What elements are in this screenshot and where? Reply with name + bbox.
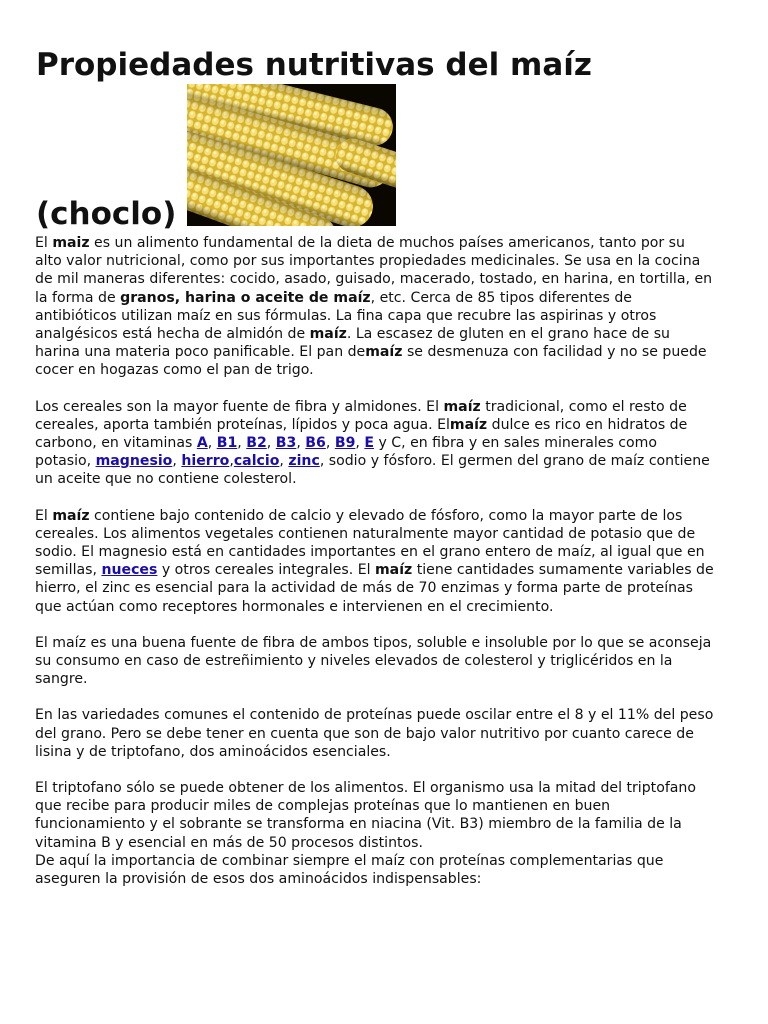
- text: El: [35, 507, 53, 524]
- bold-term: maíz: [365, 344, 403, 361]
- bold-term: granos, harina o aceite de maíz: [120, 289, 371, 306]
- separator: ,: [325, 435, 335, 452]
- link-nueces[interactable]: nueces: [101, 562, 158, 579]
- page-title: Propiedades nutritivas del maíz: [36, 47, 592, 83]
- text: se desmenuza con facilidad y no se puede cocer en hogazas como el pan de trigo.: [35, 344, 707, 379]
- link-calcio[interactable]: calcio: [233, 453, 280, 470]
- bold-term: maíz: [443, 398, 481, 415]
- page-subtitle: (choclo): [36, 196, 177, 232]
- link-magnesio[interactable]: magnesio: [95, 453, 173, 470]
- separator: ,: [355, 435, 365, 452]
- text: . La escasez de gluten en el grano hace de su harina una materia poco panificable. El pan de: [35, 326, 670, 361]
- text: es un alimento fundamental de la dieta de muchos países americanos, tanto por su alto valor nutricional, como por sus importantes propiedades medicinales. Se usa en la cocina de mil maneras diferentes: cocido, asado, guisado, macerado, tostado, en harina, en tortilla, en la forma de: [35, 235, 713, 306]
- text: Los cereales son la mayor fuente de fibra y almidones. El: [35, 398, 444, 415]
- article-body: [35, 234, 715, 906]
- paragraph-3: [35, 507, 715, 616]
- bold-term: maíz: [309, 326, 347, 343]
- text: De aquí la importancia de combinar siempre el maíz con proteínas complementarias que aseguren la provisión de esos dos aminoácidos indispensables:: [35, 852, 664, 888]
- text: dulce es rico en hidratos de carbono, en vitaminas: [35, 416, 688, 452]
- link-vitamin-a[interactable]: A: [196, 435, 208, 452]
- link-vitamin-b9[interactable]: B9: [334, 435, 356, 452]
- paragraph-6: [35, 779, 715, 888]
- corn-image: [187, 84, 396, 226]
- separator: ,: [296, 435, 306, 452]
- paragraph-5: En las variedades comunes el contenido de proteínas puede oscilar entre el 8 y el 11% del peso del grano. Pero se debe tener en cuenta que son de bajo valor nutritivo por cuanto carece de lisina y de triptofano, dos aminoácidos esenciales.: [35, 707, 714, 760]
- bold-term: maíz: [449, 416, 488, 433]
- separator: ,: [266, 435, 276, 452]
- corn-illustration: [187, 84, 396, 226]
- separator: ,: [279, 453, 289, 470]
- paragraph-1: [35, 234, 715, 380]
- text: , sodio y fósforo. El germen del grano de maíz contiene un aceite que no contiene colesterol.: [35, 453, 710, 488]
- text: tiene cantidades sumamente variables de hierro, el zinc es esencial para la actividad de más de 70 enzimas y forma parte de proteínas que actúan como receptores hormonales e intervienen en el crecimiento.: [35, 562, 714, 615]
- text: y C, en fibra y en sales minerales como potasio,: [35, 435, 658, 470]
- link-vitamin-b2[interactable]: B2: [246, 435, 267, 452]
- text: contiene bajo contenido de calcio y elevado de fósforo, como la mayor parte de los cereales. Los alimentos vegetales contienen naturalmente mayor cantidad de potasio que de sodio. El magnesio está en cantidades importantes en el grano entero de maíz, al igual que en semillas,: [35, 507, 705, 579]
- link-vitamin-b6[interactable]: B6: [305, 435, 326, 452]
- text: y otros cereales integrales. El: [157, 562, 375, 579]
- text: El triptofano sólo se puede obtener de los alimentos. El organismo usa la mitad del triptofano que recibe para producir miles de complejas proteínas que lo mantienen en buen funcionamiento y el sobrante se transforma en niacina (Vit. B3) miembro de la familia de la vitamina B y esencial en más de 50 procesos distintos.: [35, 780, 696, 851]
- link-vitamin-b1[interactable]: B1: [216, 435, 238, 452]
- link-vitamin-e[interactable]: E: [364, 435, 374, 452]
- paragraph-2: Los cereales son la mayor fuente de fibra y almidones. El maíz tradicional, como el resto de cereales, aporta también proteínas, lípidos y poca agua. Elmaíz dulce es rico en hidratos de carbono, en vitaminas A, B1, B2, B3, B6, B9, E y C, en fibra y en sales minerales como potasio, magnesio, hierro,calcio, zinc, sodio y fósforo. El germen del grano de maíz contiene un aceite que no contiene colesterol.: [35, 398, 710, 488]
- separator: ,: [207, 435, 217, 452]
- link-zinc[interactable]: zinc: [288, 453, 320, 470]
- text: , etc. Cerca de 85 tipos diferentes de antibióticos utilizan maíz en sus fórmulas. La fina capa que recubre las aspirinas y otros analgésicos está hecha de almidón de: [35, 289, 657, 343]
- text: tradicional, como el resto de cereales, aporta también proteínas, lípidos y poca agua. El: [35, 398, 687, 433]
- bold-term: maiz: [52, 235, 90, 251]
- paragraph-4: El maíz es una buena fuente de fibra de ambos tipos, soluble e insoluble por lo que se aconseja su consumo en caso de estreñimiento y niveles elevados de colesterol y triglicéridos en la sangre.: [35, 634, 712, 688]
- bold-term: maíz: [375, 562, 413, 579]
- link-hierro[interactable]: hierro: [181, 453, 230, 470]
- text: El: [35, 235, 53, 251]
- link-vitamin-b3[interactable]: B3: [275, 435, 297, 452]
- separator: ,: [172, 453, 182, 470]
- separator: ,: [237, 435, 247, 452]
- bold-term: maíz: [52, 507, 90, 524]
